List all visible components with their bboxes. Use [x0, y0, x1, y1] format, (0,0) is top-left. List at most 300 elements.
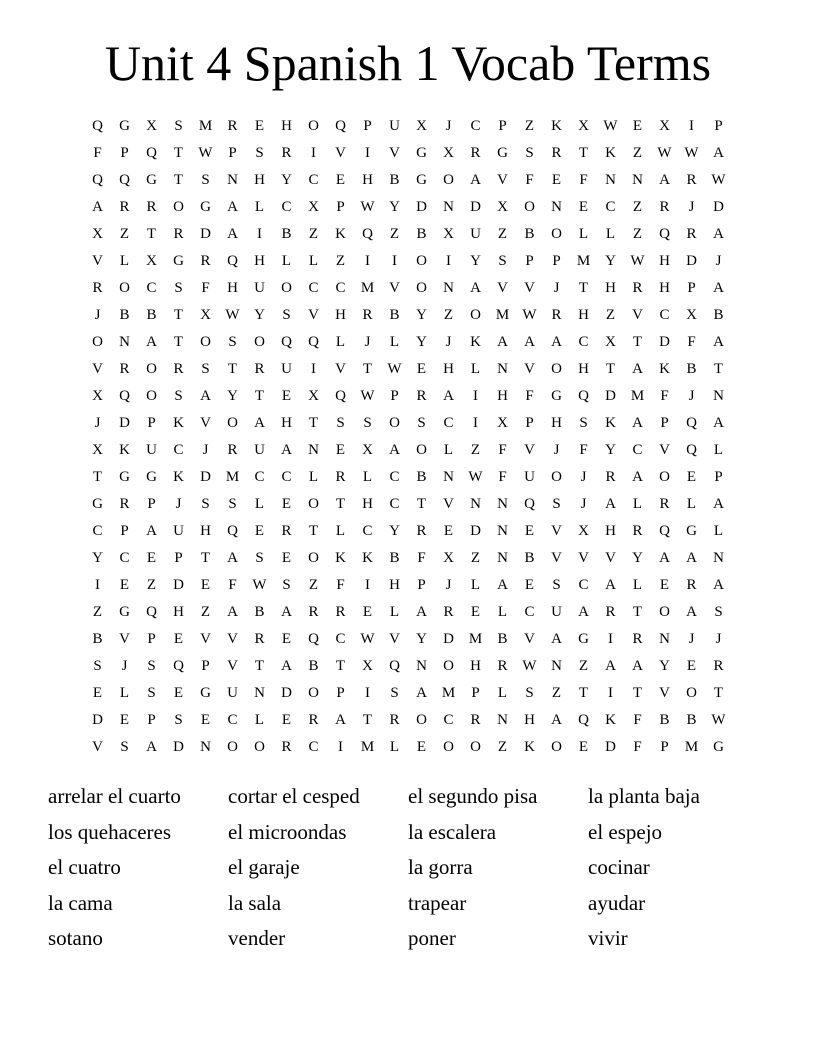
grid-letter[interactable]: M	[684, 739, 699, 755]
grid-letter[interactable]: V	[389, 280, 400, 296]
grid-letter[interactable]: S	[525, 145, 534, 161]
grid-letter[interactable]: K	[173, 415, 184, 431]
grid-letter[interactable]: S	[201, 361, 210, 377]
grid-letter[interactable]: V	[308, 307, 319, 323]
grid-letter[interactable]: T	[632, 685, 643, 701]
grid-letter[interactable]: Y	[227, 388, 238, 404]
grid-letter[interactable]: J	[445, 118, 452, 134]
grid-letter[interactable]: E	[92, 685, 103, 701]
grid-letter[interactable]: E	[443, 523, 454, 539]
grid-letter[interactable]: E	[281, 388, 292, 404]
grid-letter[interactable]: S	[714, 604, 723, 620]
grid-letter[interactable]: F	[417, 550, 426, 566]
grid-letter[interactable]: X	[443, 145, 454, 161]
grid-letter[interactable]: F	[228, 577, 237, 593]
grid-letter[interactable]: A	[227, 550, 238, 566]
grid-letter[interactable]: S	[336, 415, 345, 431]
grid-letter[interactable]: F	[336, 577, 345, 593]
grid-letter[interactable]: L	[335, 523, 346, 539]
grid-letter[interactable]: U	[524, 469, 535, 485]
grid-letter[interactable]: Z	[470, 550, 481, 566]
grid-letter[interactable]: I	[689, 118, 694, 134]
grid-letter[interactable]: H	[497, 388, 508, 404]
grid-letter[interactable]: R	[551, 145, 562, 161]
grid-letter[interactable]: Z	[578, 658, 589, 674]
grid-letter[interactable]: R	[308, 604, 319, 620]
grid-letter[interactable]: H	[281, 415, 292, 431]
grid-letter[interactable]: P	[120, 523, 129, 539]
grid-letter[interactable]: F	[498, 469, 507, 485]
grid-letter[interactable]: L	[308, 253, 319, 269]
grid-letter[interactable]: P	[336, 199, 345, 215]
grid-letter[interactable]: A	[659, 172, 670, 188]
grid-letter[interactable]: E	[551, 172, 562, 188]
grid-letter[interactable]: V	[578, 550, 589, 566]
grid-letter[interactable]: G	[146, 172, 157, 188]
grid-letter[interactable]: L	[254, 496, 265, 512]
grid-letter[interactable]: J	[688, 388, 695, 404]
grid-letter[interactable]: Z	[632, 226, 643, 242]
grid-letter[interactable]: A	[281, 658, 292, 674]
grid-letter[interactable]: Q	[578, 712, 589, 728]
grid-letter[interactable]: L	[632, 496, 643, 512]
grid-letter[interactable]: O	[119, 280, 130, 296]
grid-letter[interactable]: H	[659, 253, 670, 269]
grid-letter[interactable]: J	[688, 631, 695, 647]
grid-letter[interactable]: C	[605, 199, 616, 215]
grid-letter[interactable]: E	[686, 658, 697, 674]
grid-letter[interactable]: C	[281, 199, 292, 215]
grid-letter[interactable]: C	[443, 415, 454, 431]
grid-letter[interactable]: V	[200, 631, 211, 647]
grid-letter[interactable]: H	[335, 307, 346, 323]
grid-letter[interactable]: Y	[605, 442, 616, 458]
grid-letter[interactable]: K	[659, 361, 670, 377]
grid-letter[interactable]: F	[633, 712, 642, 728]
grid-letter[interactable]: L	[470, 361, 481, 377]
grid-letter[interactable]: B	[524, 550, 535, 566]
grid-letter[interactable]: J	[688, 199, 695, 215]
grid-letter[interactable]: U	[173, 523, 184, 539]
grid-letter[interactable]: P	[174, 550, 183, 566]
grid-letter[interactable]: H	[578, 361, 589, 377]
grid-letter[interactable]: T	[632, 334, 643, 350]
grid-letter[interactable]: O	[254, 334, 265, 350]
grid-letter[interactable]: Y	[254, 307, 265, 323]
grid-letter[interactable]: R	[416, 523, 427, 539]
grid-letter[interactable]: E	[335, 442, 346, 458]
grid-letter[interactable]: Q	[686, 415, 697, 431]
grid-letter[interactable]: U	[146, 442, 157, 458]
grid-letter[interactable]: W	[711, 712, 726, 728]
grid-letter[interactable]: C	[578, 334, 589, 350]
grid-letter[interactable]: F	[525, 172, 534, 188]
grid-letter[interactable]: O	[308, 550, 319, 566]
grid-letter[interactable]: A	[632, 415, 643, 431]
grid-letter[interactable]: R	[254, 361, 265, 377]
grid-letter[interactable]: V	[200, 415, 211, 431]
grid-letter[interactable]: H	[605, 280, 616, 296]
grid-letter[interactable]: Z	[389, 226, 400, 242]
grid-letter[interactable]: O	[92, 334, 103, 350]
grid-letter[interactable]: X	[92, 388, 103, 404]
grid-letter[interactable]: T	[254, 388, 265, 404]
grid-letter[interactable]: T	[335, 496, 346, 512]
grid-letter[interactable]: O	[173, 199, 184, 215]
grid-letter[interactable]: R	[362, 307, 373, 323]
grid-letter[interactable]: A	[200, 388, 211, 404]
grid-letter[interactable]: Q	[281, 334, 292, 350]
grid-letter[interactable]: S	[174, 280, 183, 296]
grid-letter[interactable]: Q	[659, 226, 670, 242]
grid-letter[interactable]: R	[632, 631, 643, 647]
grid-letter[interactable]: B	[281, 226, 292, 242]
grid-letter[interactable]: P	[336, 685, 345, 701]
grid-letter[interactable]: R	[686, 172, 697, 188]
grid-letter[interactable]: T	[173, 145, 184, 161]
grid-letter[interactable]: Y	[416, 631, 427, 647]
grid-letter[interactable]: R	[335, 469, 346, 485]
grid-letter[interactable]: K	[335, 550, 346, 566]
grid-letter[interactable]: O	[227, 739, 238, 755]
grid-letter[interactable]: L	[281, 253, 292, 269]
grid-letter[interactable]: T	[713, 361, 724, 377]
grid-letter[interactable]: L	[119, 253, 130, 269]
grid-letter[interactable]: F	[687, 334, 696, 350]
grid-letter[interactable]: V	[335, 145, 346, 161]
grid-letter[interactable]: T	[308, 415, 319, 431]
grid-letter[interactable]: V	[389, 631, 400, 647]
grid-letter[interactable]: A	[227, 226, 238, 242]
grid-letter[interactable]: P	[525, 253, 534, 269]
grid-letter[interactable]: G	[146, 469, 157, 485]
grid-letter[interactable]: S	[174, 388, 183, 404]
grid-letter[interactable]: R	[308, 712, 319, 728]
grid-letter[interactable]: E	[416, 739, 427, 755]
grid-letter[interactable]: E	[200, 577, 211, 593]
grid-letter[interactable]: V	[659, 442, 670, 458]
grid-letter[interactable]: V	[389, 145, 400, 161]
grid-letter[interactable]: T	[578, 145, 589, 161]
grid-letter[interactable]: D	[281, 685, 292, 701]
grid-letter[interactable]: X	[605, 334, 616, 350]
grid-letter[interactable]: A	[524, 334, 535, 350]
grid-letter[interactable]: N	[551, 658, 562, 674]
grid-letter[interactable]: D	[443, 631, 454, 647]
grid-letter[interactable]: P	[714, 469, 723, 485]
grid-letter[interactable]: O	[470, 307, 481, 323]
grid-letter[interactable]: Q	[146, 604, 157, 620]
grid-letter[interactable]: W	[630, 253, 645, 269]
grid-letter[interactable]: N	[605, 172, 616, 188]
grid-letter[interactable]: H	[254, 172, 265, 188]
grid-letter[interactable]: H	[659, 280, 670, 296]
grid-letter[interactable]: E	[632, 118, 643, 134]
grid-letter[interactable]: P	[552, 253, 561, 269]
grid-letter[interactable]: R	[470, 712, 481, 728]
grid-letter[interactable]: K	[173, 469, 184, 485]
grid-letter[interactable]: E	[659, 577, 670, 593]
grid-letter[interactable]: U	[227, 685, 238, 701]
grid-letter[interactable]: N	[227, 172, 238, 188]
grid-letter[interactable]: S	[552, 577, 561, 593]
grid-letter[interactable]: X	[362, 442, 373, 458]
grid-letter[interactable]: D	[605, 739, 616, 755]
grid-letter[interactable]: R	[551, 307, 562, 323]
grid-letter[interactable]: B	[92, 631, 103, 647]
grid-letter[interactable]: C	[308, 739, 319, 755]
grid-letter[interactable]: I	[311, 361, 316, 377]
grid-letter[interactable]: Y	[605, 253, 616, 269]
grid-letter[interactable]: B	[389, 307, 400, 323]
grid-letter[interactable]: A	[146, 334, 157, 350]
grid-letter[interactable]: A	[713, 334, 724, 350]
grid-letter[interactable]: R	[119, 361, 130, 377]
grid-letter[interactable]: A	[605, 496, 616, 512]
grid-letter[interactable]: C	[281, 469, 292, 485]
grid-letter[interactable]: D	[686, 253, 697, 269]
grid-letter[interactable]: Q	[119, 388, 130, 404]
grid-letter[interactable]: D	[470, 199, 481, 215]
grid-letter[interactable]: N	[416, 658, 427, 674]
grid-letter[interactable]: R	[470, 145, 481, 161]
grid-letter[interactable]: H	[362, 496, 373, 512]
grid-letter[interactable]: A	[605, 658, 616, 674]
grid-letter[interactable]: I	[365, 577, 370, 593]
grid-letter[interactable]: E	[335, 172, 346, 188]
grid-letter[interactable]: T	[254, 658, 265, 674]
grid-letter[interactable]: J	[445, 334, 452, 350]
grid-letter[interactable]: D	[659, 334, 670, 350]
grid-letter[interactable]: B	[146, 307, 157, 323]
grid-letter[interactable]: U	[551, 604, 562, 620]
grid-letter[interactable]: M	[441, 685, 456, 701]
grid-letter[interactable]: B	[659, 712, 670, 728]
grid-letter[interactable]: R	[227, 442, 238, 458]
grid-letter[interactable]: P	[147, 496, 156, 512]
grid-letter[interactable]: Y	[92, 550, 103, 566]
grid-letter[interactable]: E	[173, 685, 184, 701]
grid-letter[interactable]: P	[120, 145, 129, 161]
grid-letter[interactable]: P	[390, 388, 399, 404]
grid-letter[interactable]: I	[95, 577, 100, 593]
grid-letter[interactable]: S	[174, 118, 183, 134]
grid-letter[interactable]: G	[200, 685, 211, 701]
grid-letter[interactable]: O	[227, 415, 238, 431]
grid-letter[interactable]: M	[576, 253, 591, 269]
grid-letter[interactable]: L	[497, 604, 508, 620]
grid-letter[interactable]: O	[146, 388, 157, 404]
grid-letter[interactable]: G	[119, 604, 130, 620]
grid-letter[interactable]: R	[335, 604, 346, 620]
grid-letter[interactable]: Z	[470, 442, 481, 458]
grid-letter[interactable]: C	[389, 496, 400, 512]
grid-letter[interactable]: W	[657, 145, 672, 161]
grid-letter[interactable]: B	[308, 658, 319, 674]
grid-letter[interactable]: D	[173, 577, 184, 593]
grid-letter[interactable]: Q	[119, 172, 130, 188]
grid-letter[interactable]: J	[553, 442, 560, 458]
grid-letter[interactable]: T	[632, 604, 643, 620]
grid-letter[interactable]: Y	[281, 172, 292, 188]
grid-letter[interactable]: Z	[632, 145, 643, 161]
grid-letter[interactable]: Q	[335, 118, 346, 134]
grid-letter[interactable]: O	[659, 604, 670, 620]
grid-letter[interactable]: Z	[443, 307, 454, 323]
grid-letter[interactable]: G	[686, 523, 697, 539]
grid-letter[interactable]: L	[389, 739, 400, 755]
grid-letter[interactable]: S	[282, 577, 291, 593]
grid-letter[interactable]: N	[443, 469, 454, 485]
grid-letter[interactable]: C	[335, 280, 346, 296]
grid-letter[interactable]: V	[119, 631, 130, 647]
grid-letter[interactable]: L	[578, 226, 589, 242]
grid-letter[interactable]: V	[92, 739, 103, 755]
grid-letter[interactable]: Q	[578, 388, 589, 404]
grid-letter[interactable]: H	[524, 712, 535, 728]
grid-letter[interactable]: V	[551, 550, 562, 566]
grid-letter[interactable]: C	[92, 523, 103, 539]
grid-letter[interactable]: P	[147, 631, 156, 647]
grid-letter[interactable]: A	[713, 415, 724, 431]
grid-letter[interactable]: E	[524, 523, 535, 539]
grid-letter[interactable]: X	[578, 118, 589, 134]
grid-letter[interactable]: A	[281, 604, 292, 620]
grid-letter[interactable]: R	[686, 226, 697, 242]
grid-letter[interactable]: K	[605, 415, 616, 431]
grid-letter[interactable]: X	[686, 307, 697, 323]
grid-letter[interactable]: H	[470, 658, 481, 674]
grid-letter[interactable]: T	[335, 658, 346, 674]
grid-letter[interactable]: R	[281, 523, 292, 539]
grid-letter[interactable]: X	[578, 523, 589, 539]
grid-letter[interactable]: H	[578, 307, 589, 323]
grid-letter[interactable]: R	[605, 469, 616, 485]
grid-letter[interactable]: E	[686, 469, 697, 485]
grid-letter[interactable]: V	[497, 172, 508, 188]
grid-letter[interactable]: I	[338, 739, 343, 755]
grid-letter[interactable]: O	[416, 442, 427, 458]
grid-letter[interactable]: A	[551, 712, 562, 728]
grid-letter[interactable]: U	[470, 226, 481, 242]
grid-letter[interactable]: J	[580, 469, 587, 485]
grid-letter[interactable]: U	[254, 280, 265, 296]
grid-letter[interactable]: S	[147, 658, 156, 674]
grid-letter[interactable]: B	[686, 712, 697, 728]
grid-letter[interactable]: E	[281, 631, 292, 647]
grid-letter[interactable]: V	[335, 361, 346, 377]
grid-letter[interactable]: E	[416, 361, 427, 377]
grid-letter[interactable]: R	[659, 199, 670, 215]
grid-letter[interactable]: O	[308, 496, 319, 512]
grid-letter[interactable]: A	[470, 172, 481, 188]
grid-letter[interactable]: T	[308, 523, 319, 539]
grid-letter[interactable]: T	[578, 685, 589, 701]
grid-letter[interactable]: D	[119, 415, 130, 431]
grid-letter[interactable]: R	[119, 199, 130, 215]
grid-letter[interactable]: N	[632, 172, 643, 188]
grid-letter[interactable]: W	[603, 118, 618, 134]
grid-letter[interactable]: R	[632, 280, 643, 296]
grid-letter[interactable]: D	[92, 712, 103, 728]
grid-letter[interactable]: U	[281, 361, 292, 377]
grid-letter[interactable]: X	[497, 199, 508, 215]
grid-letter[interactable]: O	[416, 712, 427, 728]
grid-letter[interactable]: A	[146, 739, 157, 755]
grid-letter[interactable]: T	[173, 172, 184, 188]
grid-letter[interactable]: L	[605, 226, 616, 242]
grid-letter[interactable]: R	[389, 712, 400, 728]
grid-letter[interactable]: N	[497, 523, 508, 539]
grid-letter[interactable]: A	[497, 334, 508, 350]
grid-letter[interactable]: N	[713, 388, 724, 404]
grid-letter[interactable]: Z	[308, 226, 319, 242]
grid-letter[interactable]: R	[686, 577, 697, 593]
grid-letter[interactable]: Q	[335, 388, 346, 404]
grid-letter[interactable]: N	[497, 712, 508, 728]
grid-letter[interactable]: J	[175, 496, 182, 512]
grid-letter[interactable]: B	[416, 469, 427, 485]
grid-letter[interactable]: V	[227, 658, 238, 674]
grid-letter[interactable]: Q	[308, 631, 319, 647]
grid-letter[interactable]: R	[659, 496, 670, 512]
grid-letter[interactable]: F	[498, 442, 507, 458]
grid-letter[interactable]: S	[201, 172, 210, 188]
grid-letter[interactable]: G	[713, 739, 724, 755]
grid-letter[interactable]: T	[200, 550, 211, 566]
grid-letter[interactable]: R	[713, 658, 724, 674]
grid-letter[interactable]: K	[551, 118, 562, 134]
grid-letter[interactable]: V	[632, 307, 643, 323]
grid-letter[interactable]: A	[227, 199, 238, 215]
grid-letter[interactable]: L	[443, 442, 454, 458]
grid-letter[interactable]: V	[92, 253, 103, 269]
grid-letter[interactable]: P	[363, 118, 372, 134]
grid-letter[interactable]: N	[443, 199, 454, 215]
grid-letter[interactable]: A	[470, 280, 481, 296]
grid-letter[interactable]: H	[173, 604, 184, 620]
grid-letter[interactable]: A	[254, 415, 265, 431]
grid-letter[interactable]: S	[228, 334, 237, 350]
grid-letter[interactable]: B	[524, 226, 535, 242]
grid-letter[interactable]: P	[147, 712, 156, 728]
grid-letter[interactable]: W	[387, 361, 402, 377]
grid-letter[interactable]: F	[579, 172, 588, 188]
grid-letter[interactable]: T	[578, 280, 589, 296]
grid-letter[interactable]: W	[225, 307, 240, 323]
grid-letter[interactable]: X	[308, 199, 319, 215]
grid-letter[interactable]: L	[308, 469, 319, 485]
grid-letter[interactable]: Y	[389, 199, 400, 215]
grid-letter[interactable]: E	[362, 604, 373, 620]
grid-letter[interactable]: A	[713, 280, 724, 296]
grid-letter[interactable]: O	[443, 172, 454, 188]
grid-letter[interactable]: C	[659, 307, 670, 323]
grid-letter[interactable]: J	[553, 280, 560, 296]
grid-letter[interactable]: E	[281, 712, 292, 728]
grid-letter[interactable]: Z	[146, 577, 157, 593]
grid-letter[interactable]: G	[497, 145, 508, 161]
grid-letter[interactable]: O	[524, 199, 535, 215]
grid-letter[interactable]: W	[360, 388, 375, 404]
grid-letter[interactable]: A	[146, 523, 157, 539]
grid-letter[interactable]: C	[632, 442, 643, 458]
grid-letter[interactable]: Q	[308, 334, 319, 350]
grid-letter[interactable]: Y	[659, 658, 670, 674]
grid-letter[interactable]: S	[552, 496, 561, 512]
grid-letter[interactable]: G	[551, 388, 562, 404]
grid-letter[interactable]: X	[146, 118, 157, 134]
